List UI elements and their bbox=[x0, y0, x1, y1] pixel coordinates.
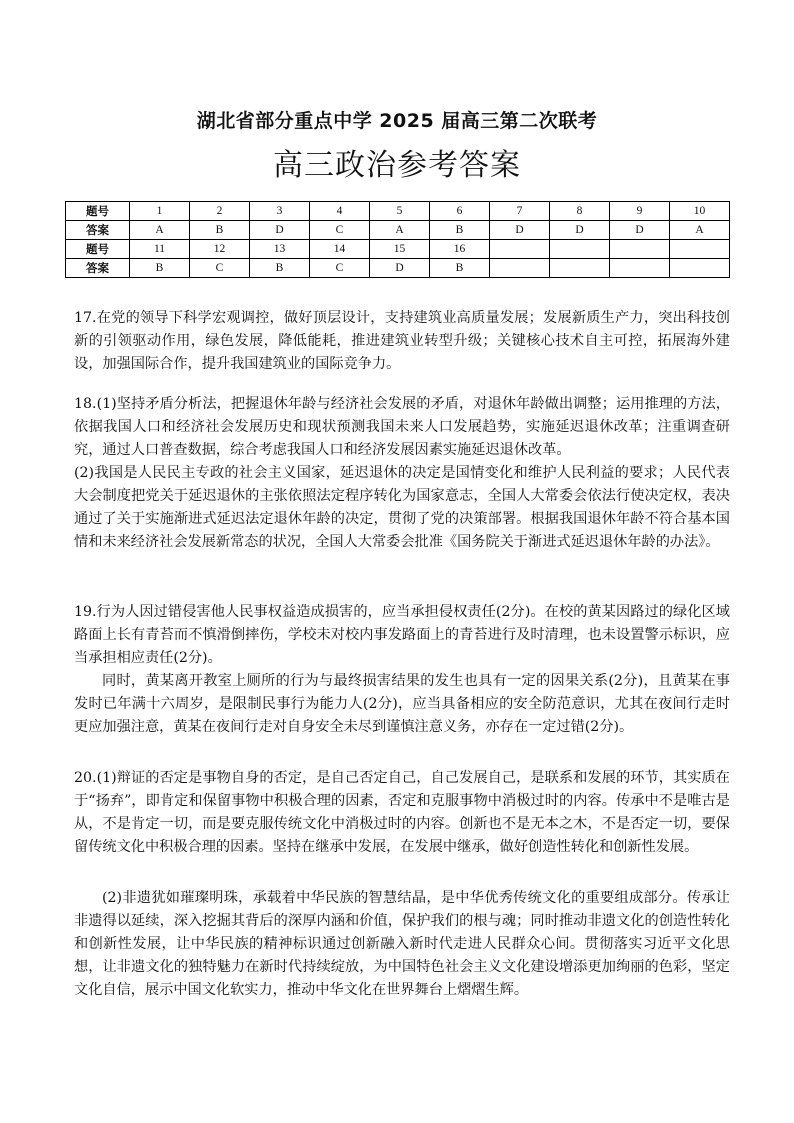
empty-cell bbox=[550, 259, 610, 278]
question-number: 5 bbox=[370, 202, 430, 221]
question-number: 1 bbox=[130, 202, 190, 221]
answer-cell: B bbox=[430, 221, 490, 240]
empty-cell bbox=[490, 259, 550, 278]
answer-cell: D bbox=[250, 221, 310, 240]
answer-paragraph: (2)我国是人民民主专政的社会主义国家，延迟退休的决定是国情变化和维护人民利益的要求；人民代表大会制度把党关于延迟退休的主张依照法定程序转化为国家意志，全国人大常委会依法行使决定权，表决通过了关于实施渐进式延迟法定退休年龄的决定，贯彻了党的决策部署。根据我国退休年龄不符合基本国情和未来经济社会发展新常态的状况，全国人大常委会批准《国务院关于渐进式延迟退休年龄的办法》。 bbox=[74, 465, 730, 550]
answer-paragraph: 17.在党的领导下科学宏观调控，做好顶层设计，支持建筑业高质量发展；发展新质生产力，突出科技创新的引领驱动作用，绿色发展，降低能耗，推进建筑业转型升级；关键核心技术自主可控，拓展海外建设，加强国际合作，提升我国建筑业的国际竞争力。 bbox=[74, 310, 730, 372]
row-label-number: 题号 bbox=[66, 202, 130, 221]
answer-q17 bbox=[74, 307, 730, 376]
table-row bbox=[66, 221, 730, 240]
answer-cell: D bbox=[550, 221, 610, 240]
table-row bbox=[66, 240, 730, 259]
empty-cell bbox=[670, 240, 730, 259]
row-label-number: 题号 bbox=[66, 240, 130, 259]
empty-cell bbox=[610, 240, 670, 259]
table-row bbox=[66, 259, 730, 278]
question-number: 6 bbox=[430, 202, 490, 221]
answer-paragraph: 18.(1)坚持矛盾分析法，把握退休年龄与经济社会发展的矛盾，对退休年龄做出调整；运用推理的方法，依据我国人口和经济社会发展历史和现状预测我国未来人口发展趋势，实施延迟退休改革；注重调查研究，通过人口普查数据，综合考虑我国人口和经济发展因素实施延迟退休改革。 bbox=[74, 396, 730, 458]
answer-q19 bbox=[74, 601, 730, 739]
answer-paragraph: 19.行为人因过错侵害他人民事权益造成损害的，应当承担侵权责任(2分)。在校的黄某因路过的绿化区域路面上长有青苔而不慎滑倒摔伤，学校未对校内事发路面上的青苔进行及时清理，也未设置警示标识，应当承担相应责任(2分)。 bbox=[74, 604, 730, 666]
row-label-answer: 答案 bbox=[66, 259, 130, 278]
question-number: 2 bbox=[190, 202, 250, 221]
question-number: 12 bbox=[190, 240, 250, 259]
answer-cell: B bbox=[190, 221, 250, 240]
answer-paragraph: (2)非遗犹如璀璨明珠，承载着中华民族的智慧结晶，是中华优秀传统文化的重要组成部分。传承让非遗得以延续，深入挖掘其背后的深厚内涵和价值，保护我们的根与魂；同时推动非遗文化的创造性转化和创新性发展，让中华民族的精神标识通过创新融入新时代走进人民群众心间。贯彻落实习近平文化思想，让非遗文化的独特魅力在新时代持续绽放，为中国特色社会主义文化建设增添更加绚丽的色彩，坚定文化自信，展示中国文化软实力，推动中华文化在世界舞台上熠熠生辉。 bbox=[74, 890, 730, 998]
exam-title: 湖北省部分重点中学 2025 届高三第二次联考 bbox=[196, 110, 598, 132]
answer-cell: D bbox=[610, 221, 670, 240]
question-number: 13 bbox=[250, 240, 310, 259]
answer-cell: B bbox=[250, 259, 310, 278]
answer-cell: B bbox=[430, 259, 490, 278]
answer-cell: A bbox=[370, 221, 430, 240]
question-number: 16 bbox=[430, 240, 490, 259]
empty-cell bbox=[670, 259, 730, 278]
question-number: 7 bbox=[490, 202, 550, 221]
question-number: 9 bbox=[610, 202, 670, 221]
question-number: 10 bbox=[670, 202, 730, 221]
answer-cell: A bbox=[130, 221, 190, 240]
question-number: 15 bbox=[370, 240, 430, 259]
answer-cell: C bbox=[190, 259, 250, 278]
answer-cell: D bbox=[490, 221, 550, 240]
answer-cell: A bbox=[670, 221, 730, 240]
answer-cell: C bbox=[310, 259, 370, 278]
question-number: 3 bbox=[250, 202, 310, 221]
answer-paragraph: 同时，黄某离开教室上厕所的行为与最终损害结果的发生也具有一定的因果关系(2分)，且黄某在事发时已年满十六周岁，是限制民事行为能力人(2分)，应当具备相应的安全防范意识，尤其在夜间行走时更应加强注意，黄某在夜间行走对自身安全未尽到谨慎注意义务，亦存在一定过错(2分)。 bbox=[74, 673, 730, 735]
answer-q20-part1 bbox=[74, 767, 730, 859]
empty-cell bbox=[550, 240, 610, 259]
answer-cell: B bbox=[130, 259, 190, 278]
answer-cell: C bbox=[310, 221, 370, 240]
empty-cell bbox=[610, 259, 670, 278]
answer-cell: D bbox=[370, 259, 430, 278]
question-number: 4 bbox=[310, 202, 370, 221]
answer-table bbox=[65, 201, 730, 278]
question-number: 14 bbox=[310, 240, 370, 259]
question-number: 8 bbox=[550, 202, 610, 221]
answer-paragraph: 20.(1)辩证的否定是事物自身的否定，是自己否定自己，自己发展自己，是联系和发展的环节，其实质在于“扬弃”，即肯定和保留事物中积极合理的因素，否定和克服事物中消极过时的内容。传承中不是唯古是从，不是肯定一切，而是要克服传统文化中消极过时的内容。创新也不是无本之木，不是否定一切，要保留传统文化中积极合理的因素。坚持在继承中发展，在发展中继承，做好创造性转化和创新性发展。 bbox=[74, 770, 730, 855]
answer-key-title: 高三政治参考答案 bbox=[273, 148, 521, 183]
answer-q18 bbox=[74, 393, 730, 554]
question-number: 11 bbox=[130, 240, 190, 259]
row-label-answer: 答案 bbox=[66, 221, 130, 240]
answer-q20-part2 bbox=[74, 887, 730, 1002]
empty-cell bbox=[490, 240, 550, 259]
table-row bbox=[66, 202, 730, 221]
